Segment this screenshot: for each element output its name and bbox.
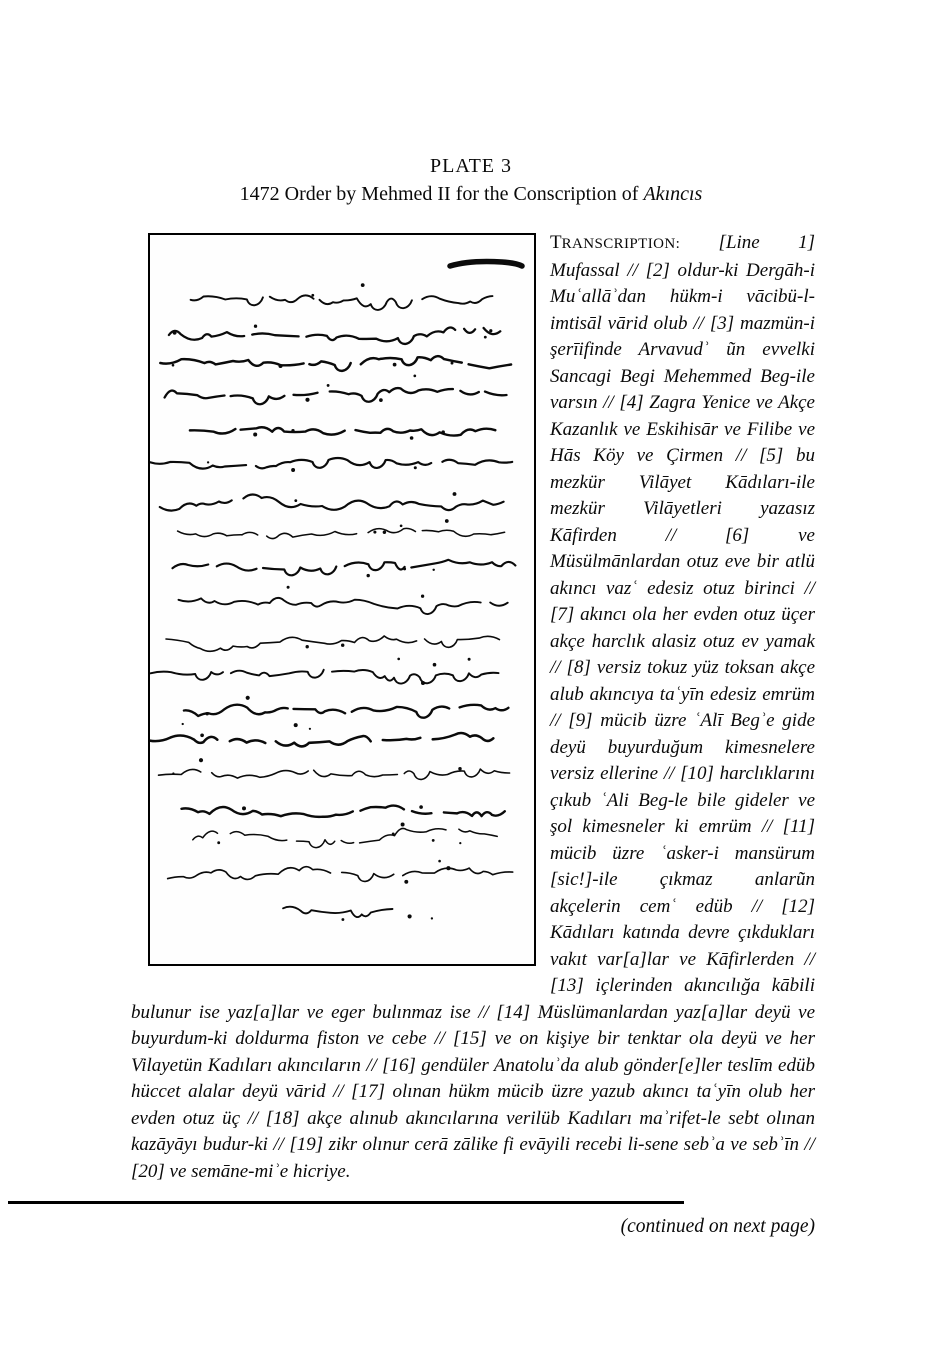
plate-subtitle-text: 1472 Order by Mehmed II for the Conscription of [239,183,644,205]
transcription-label: TRANSCRIPTION: [550,232,681,253]
title-block [0,0,942,208]
manuscript-script-image [150,235,534,964]
transcription-body: [Line 1] Mufassal // [2] oldur-ki Dergāh-i Muʿallāʾdan hükm-i vācibü-l-imtisāl vārid olub // [3] mazmün-i şerīifinde Arvavudʾ ũn evvelki Sancagi Begi Mehemmed Beg-ile varsın // [4] Zagra Yenice ve Akçe Kazanlık ve Eskihisār ve Filibe ve Hās Köy ve Çirmen // [5] bu mezkür Vilāyet Kādıları-ile mezkür Vilāyetleri yazasız Kāfirden // [6] ve Müsülmānlardan otuz eve bir atlü akıncı vazʿ edesiz otuz birinci // [7] akıncı ola her evden otuz üçer akçe harclık alasiz otuz ev yamak // [8] versiz tokuz yüz toksan akçe alub akıncıya taʿyīn edesiz emrüm // [9] mücib üzre ʿAlī Begʾe gide deyü buyurduğum kimesnelere versiz ellerine // [10] harclıklarını çıkub ʿAli Beg-le bile gideler ve şol kimesneler ki emrüm // [11] mücib üzre ʿasker-i mansürum [sic!]-ile çıkmaz anlarũn akçelerin cemʿ edüb // [12] Kādıları katında devre çıkdukları vakıt var[a]lar ve Kāfirlerden // [13] içlerinden akıncılığa kābili bulunur ise yaz[a]lar ve eger bulınmaz ise // [14] Müslümanlardan yaz[a]lar deyü ve buyurdum-ki doldurma fiston ve cebe // [15] ve on kişiye bir tenktar ola deyü ve her Vilayetün Kadıları akıncıların // [16] gendüler Anatoluʾda alub gönder[e]ler teslīm edüb hüccet alalar deyü vārid // [17] olınan hükm mücib üzre yazub akıncı taʿyīn olub her evden otuz üç // [18] akçe alınub akıncılarına verilüb Kadıları maʾrifet-le sebt olınan kazāyāyı budur-ki // [19] zikr olınur cerā zālike fi evāyili recebi li-sene sebʾa ve sebʾīn // [20] ve semāne-miʾe hicriye. [131,232,815,1182]
continued-note: (continued on next page) [620,1216,815,1237]
page-title: PLATE 3 [430,155,512,177]
manuscript-facsimile [148,233,536,966]
plate-subtitle [0,180,942,208]
divider-rule [8,1201,684,1204]
plate-content [131,230,815,1185]
plate-subtitle-work-title: Akıncıs [643,183,703,205]
